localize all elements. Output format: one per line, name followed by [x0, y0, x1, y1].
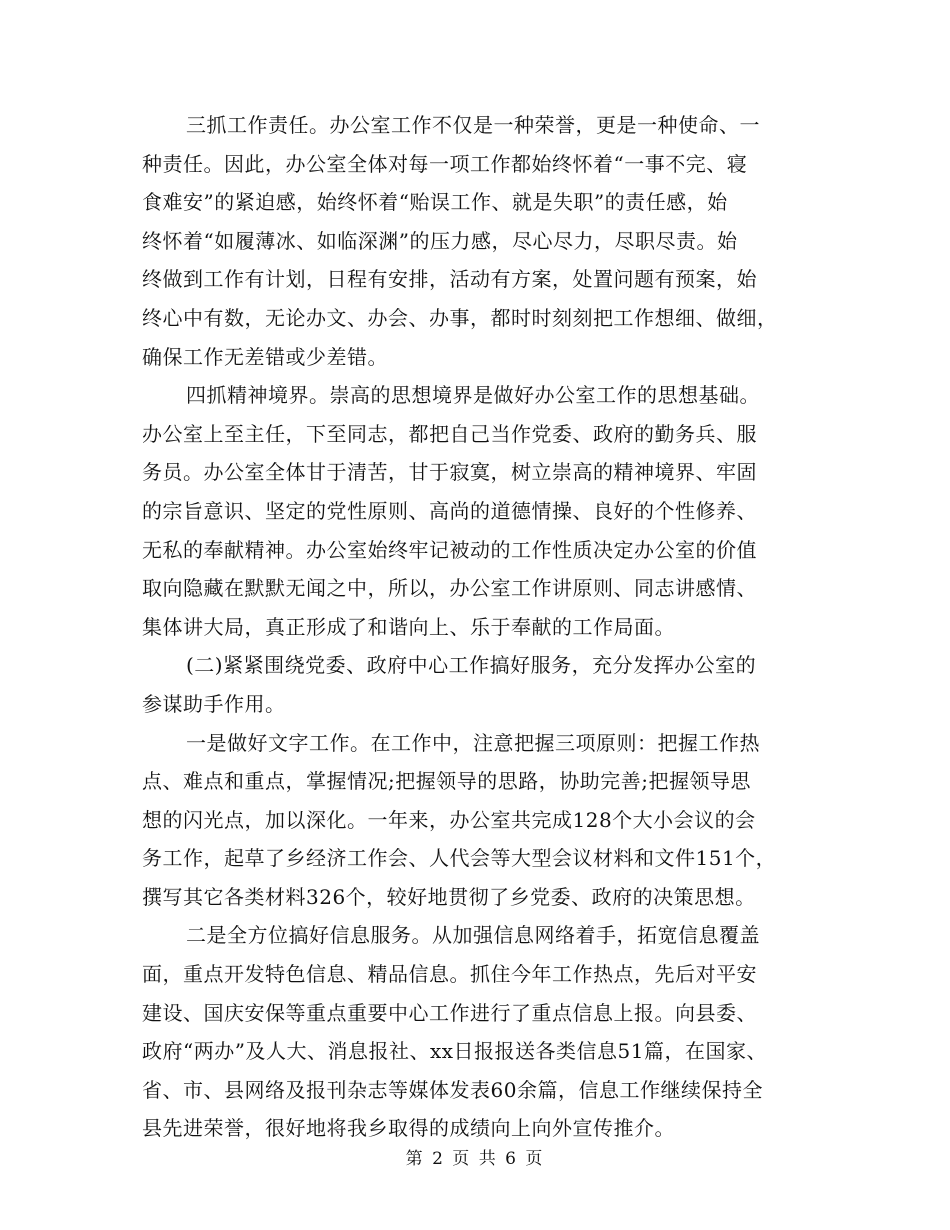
text-line: 三抓工作责任。办公室工作不仅是一种荣誉，更是一种使命、一: [186, 113, 760, 137]
text-line: 务工作，起草了乡经济工作会、人代会等大型会议材料和文件151个，: [142, 846, 777, 871]
text-line: 务员。办公室全体甘于清苦，甘于寂寞，树立崇高的精神境界、牢固: [142, 460, 757, 485]
text-line: 二是全方位搞好信息服务。从加强信息网络着手，拓宽信息覆盖: [186, 923, 760, 948]
text-line: 终心中有数，无论办文、办会、办事，都时时刻刻把工作想细、做细，: [142, 305, 778, 330]
paragraph-responsibility: [142, 106, 814, 376]
document-body: [142, 106, 814, 1148]
text-line: 想的闪光点，加以深化。一年来，办公室共完成128个大小会议的会: [142, 807, 756, 832]
text-line: 取向隐藏在默默无闻之中，所以，办公室工作讲原则、同志讲感情、: [142, 576, 757, 601]
text-line: 参谋助手作用。: [142, 691, 286, 716]
text-line: 省、市、县网络及报刊杂志等媒体发表60余篇，信息工作继续保持全: [142, 1077, 763, 1102]
text-line: 终做到工作有计划，日程有安排，活动有方案，处置问题有预案，始: [142, 267, 757, 292]
text-line: 种责任。因此，办公室全体对每一项工作都始终怀着“一事不完、寝: [142, 151, 748, 176]
text-line: 四抓精神境界。崇高的思想境界是做好办公室工作的思想基础。: [186, 383, 760, 408]
text-line: 撰写其它各类材料326个，较好地贯彻了乡党委、政府的决策思想。: [142, 884, 756, 909]
text-line: 县先进荣誉，很好地将我乡取得的成绩向上向外宣传推介。: [142, 1116, 675, 1141]
page-number-footer: 第 2 页 共 6 页: [405, 1149, 545, 1169]
text-line: 一是做好文字工作。在工作中，注意把握三项原则：把握工作热: [186, 730, 760, 755]
text-line: 点、难点和重点，掌握情况;把握领导的思路，协助完善;把握领导思: [142, 769, 751, 794]
text-line: 建设、国庆安保等重点重要中心工作进行了重点信息上报。向县委、: [142, 1000, 757, 1025]
paragraph-writing-work: [142, 724, 814, 917]
text-line: 无私的奉献精神。办公室始终牢记被动的工作性质决定办公室的价值: [142, 537, 757, 562]
text-line: 终怀着“如履薄冰、如临深渊”的压力感，尽心尽力，尽职尽责。始: [142, 228, 738, 253]
text-line: 政府“两办”及人大、消息报社、xx日报报送各类信息51篇，在国家、: [142, 1039, 767, 1064]
text-line: 面，重点开发特色信息、精品信息。抓住今年工作热点，先后对平安: [142, 962, 757, 987]
text-line: 集体讲大局，真正形成了和谐向上、乐于奉献的工作局面。: [142, 614, 675, 639]
paragraph-information-service: [142, 916, 814, 1148]
section-heading-two: [142, 646, 814, 723]
text-line: 办公室上至主任，下至同志，都把自己当作党委、政府的勤务兵、服: [142, 421, 757, 446]
text-line: 确保工作无差错或少差错。: [142, 344, 388, 369]
text-line: 的宗旨意识、坚定的党性原则、高尚的道德情操、良好的个性修养、: [142, 498, 757, 523]
text-line: (二)紧紧围绕党委、政府中心工作搞好服务，充分发挥办公室的: [186, 653, 757, 678]
paragraph-spirit: [142, 376, 814, 646]
text-line: 食难安”的紧迫感，始终怀着“贻误工作、就是失职”的责任感，始: [142, 190, 728, 215]
